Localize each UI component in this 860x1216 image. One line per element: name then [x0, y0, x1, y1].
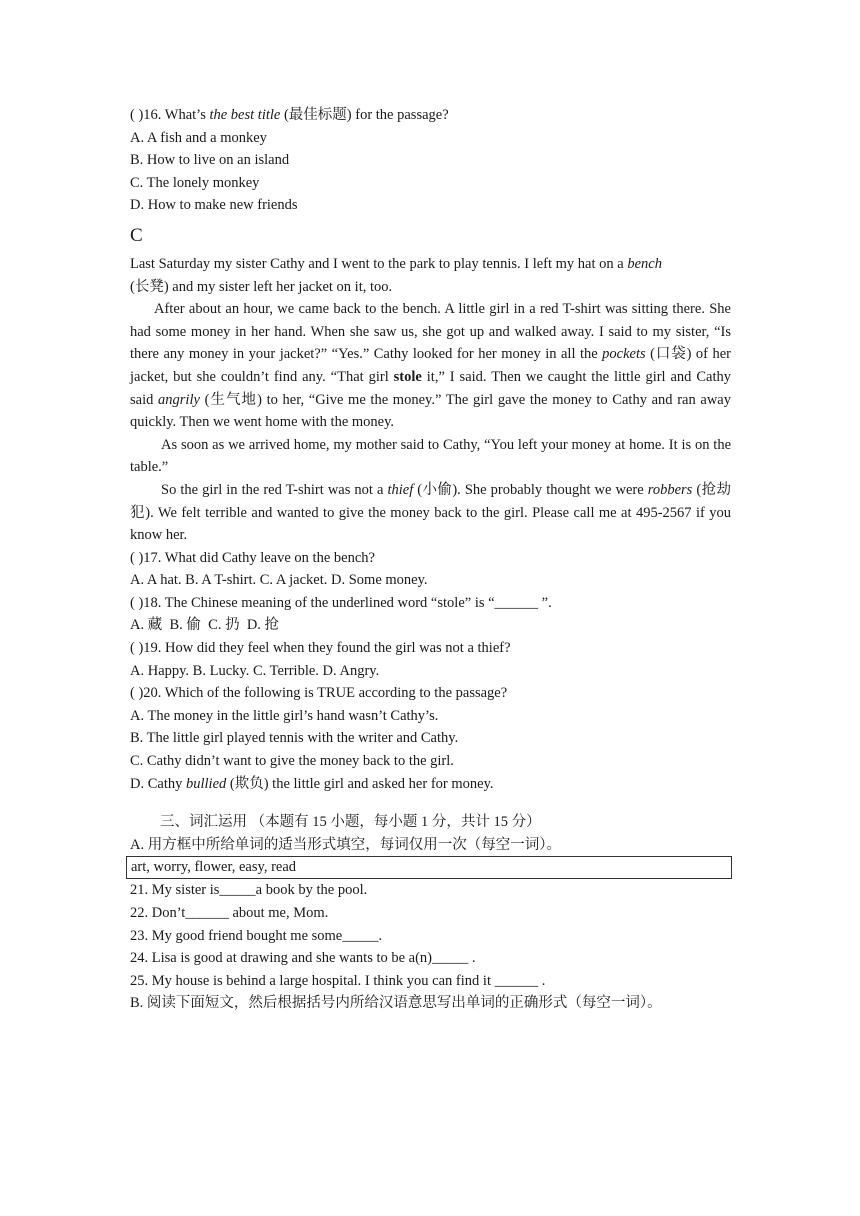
question-24: 24. Lisa is good at drawing and she wants to be a(n)_____ . — [130, 950, 476, 967]
q16-option-c: C. The lonely monkey — [130, 174, 260, 191]
word-bench: bench — [627, 255, 662, 272]
p4-text-3: (抢劫犯). We felt terrible and wanted to give the money back to the girl. Please call me at 495-2567 if you know her. — [130, 481, 731, 544]
p2-text-2: (口袋) of her jacket, but she couldn’t find any. “That girl — [130, 346, 731, 385]
q20-option-b: B. The little girl played tennis with the writer and Cathy. — [130, 730, 459, 747]
part-3-heading: 三、词汇运用 （本题有 15 小题，每小题 1 分，共计 15 分） — [160, 814, 541, 831]
p1-text-end: (长凳) and my sister left her jacket on it, too. — [130, 278, 393, 295]
q20-option-d — [130, 773, 731, 796]
question-20: ( )20. Which of the following is TRUE according to the passage? — [130, 685, 508, 702]
p4-text-2: (小偷). She probably thought we were — [413, 481, 648, 498]
section-c-heading: C — [130, 224, 143, 246]
p2-text-3: it,” I said. Then we caught the little girl and Cathy said — [130, 368, 731, 408]
q16-text: ( )16. What’s — [130, 107, 210, 123]
q18-options: A. 藏 B. 偷 C. 扔 D. 抢 — [130, 617, 280, 634]
p4-text: So the girl in the red T-shirt was not a — [161, 481, 388, 498]
passage-paragraph-2 — [130, 298, 731, 434]
word-thief: thief — [387, 481, 414, 498]
q20-option-c: C. Cathy didn’t want to give the money back to the girl. — [130, 753, 454, 770]
passage-paragraph-1 — [130, 253, 731, 298]
q17-options: A. A hat. B. A T-shirt. C. A jacket. D. Some money. — [130, 572, 428, 589]
q16-option-d: D. How to make new friends — [130, 197, 298, 214]
question-25: 25. My house is behind a large hospital. I think you can find it ______ . — [130, 972, 546, 989]
question-16 — [130, 104, 731, 127]
word-pockets: pockets — [602, 346, 646, 363]
q20-d-text-end: (欺负) the little girl and asked her for money. — [226, 775, 494, 792]
word-stole: stole — [393, 368, 422, 385]
question-23: 23. My good friend bought me some_____. — [130, 927, 383, 944]
p1-text: Last Saturday my sister Cathy and I went to the park to play tennis. I left my hat on a — [130, 255, 628, 272]
p2-text-4: (生气地) to her, “Give me the money.” The girl gave the money to Cathy and ran away quickly. Then we went home with the money. — [130, 391, 731, 431]
q20-option-a: A. The money in the little girl’s hand wasn’t Cathy’s. — [130, 707, 439, 724]
question-18: ( )18. The Chinese meaning of the underlined word “stole” is “______ ”. — [130, 594, 552, 611]
passage-paragraph-4 — [130, 479, 731, 547]
question-17: ( )17. What did Cathy leave on the bench? — [130, 549, 375, 566]
worksheet-page — [130, 104, 731, 1015]
part-3b-instruction: B. 阅读下面短文，然后根据括号内所给汉语意思写出单词的正确形式（每空一词）。 — [130, 995, 662, 1012]
word-bank-box: art, worry, flower, easy, read — [126, 856, 732, 879]
question-21: 21. My sister is_____a book by the pool. — [130, 882, 368, 899]
q16-italic-term: the best title — [209, 107, 281, 123]
q19-options: A. Happy. B. Lucky. C. Terrible. D. Angry. — [130, 662, 380, 679]
p2-text: After about an hour, we came back to the bench. A little girl in a red T-shirt was sitting there. She had some money in her hand. When she saw us, she got up and walked away. I said to my sister, “Is there any money in your jacket?” “Yes.” Cathy looked for her money in all the — [130, 301, 731, 363]
question-22: 22. Don’t______ about me, Mom. — [130, 905, 329, 921]
q16-option-a: A. A fish and a monkey — [130, 129, 267, 146]
q16-text-end: (最佳标题) for the passage? — [280, 107, 449, 123]
q16-option-b: B. How to live on an island — [130, 152, 290, 169]
q20-d-text: D. Cathy — [130, 775, 186, 792]
word-robbers: robbers — [647, 481, 693, 498]
part-3a-instruction: A. 用方框中所给单词的适当形式填空，每词仅用一次（每空一词）。 — [130, 836, 561, 853]
word-bullied: bullied — [185, 775, 227, 792]
word-angrily: angrily — [158, 391, 200, 408]
passage-paragraph-3: As soon as we arrived home, my mother said to Cathy, “You left your money at home. It is on the table.” — [130, 436, 731, 476]
question-19: ( )19. How did they feel when they found the girl was not a thief? — [130, 640, 511, 657]
